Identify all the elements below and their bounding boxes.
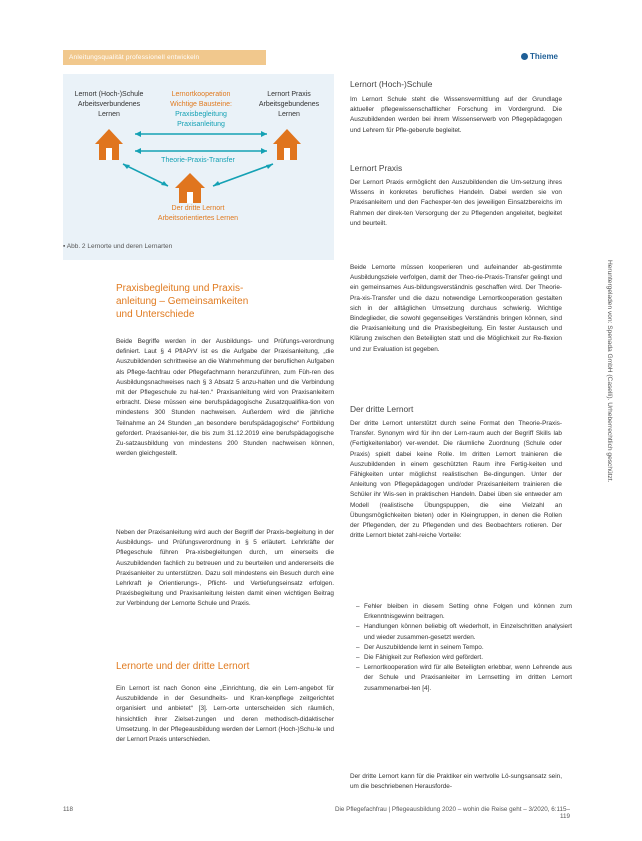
- house-icon-right: [273, 129, 301, 160]
- label-hochschule: Lernort (Hoch-)Schule Arbeitsverbundenes Lernen: [74, 91, 144, 118]
- journal-citation: Die Pflegefachfrau | Pflegeausbildung 2020 – wohin die Reise geht – 3/2020, 6:115–119: [334, 806, 570, 820]
- section-banner: Anleitungsqualität professionell entwickeln: [63, 50, 266, 65]
- label-lernortkooperation: [155, 90, 247, 130]
- paragraph-dritter-lernort: Der dritte Lernort unterstützt durch seine Format den Theorie-Praxis-Transfer. Synonym wird für ihn der Lern-raum auch der Begriff Skills lab (Fertigkeitenlabor) ver-wendet. Die räumliche Zuordnung (Schule oder Praxis) spielt dabei keine Rolle. Im dritten Lernort trainieren die Auszubildenden in einem geschützten Raum ihre Fertig-keiten und Fähigkeiten unter möglichst realistischen Be-dingungen. Unter der Anleitung von Pflegepädagogen und/oder Praxisanleitern trainieren die Schüler ihr Wis-sen in praktischen Handeln. Dabei üben sie entweder am Modell (realistische Übungspuppen, die eine Vielzahl an Übungsmöglichkeiten bieten) oder in Kleingruppen, in denen die Rollen der Pflegenden, der zu Pflegenden und des Beobachters rotieren. Der dritte Lernort bietet zahl-reiche Vorteile:: [350, 420, 562, 540]
- paragraph-praxis: Der Lernort Praxis ermöglicht den Auszubildenden die Um-setzung ihres Wissens in konkretes berufliches Handeln. Dabei werden sie von Praxisanleitern und den Fachexper-ten des jeweiligen Einsatzbereichs im Rahmen der direk-ten Versorgung der zu Pflegenden angeleitet, begleitet und beurteilt.: [350, 179, 562, 227]
- paragraph-kooperation: Beide Lernorte müssen kooperieren und aufeinander ab-gestimmte Ausbildungsziele verfolgen, damit der Theo-rie-Praxis-Transfer gelingt und ein gemeinsames Aus-bildungsverständnis geschaffen wird. Der Theorie-Pra-xis-Transfer und die dazu notwendige Lernortkooperation gestalten sich in der alltäglichen Umsetzung durchaus schwierig. Wichtige Bindeglieder, die sowohl gegenseitiges Verständnis bringen können, sind die Praxisanleitung und die Praxisbegleitung. Ein fester Austausch und Klärung zwischen den Beteiligten statt und die Möglichkeit zur Re-flexion und zur Evaluation ist gegeben.: [350, 264, 562, 353]
- list-item: – Handlungen können beliebig oft wiederholt, in Einzelschritten analysiert und wieder zusammen-gesetzt werden.: [364, 622, 572, 642]
- list-item: – Die Fähigkeit zur Reflexion wird gefördert.: [364, 653, 572, 663]
- download-notice-text: Heruntergeladen von: Spenada GmbH (Caselli). Urheberrechtlich geschützt.: [606, 260, 613, 483]
- paragraph-hochschule: Im Lernort Schule steht die Wissensvermittlung auf der Grundlage aktueller pflegewissenschaftlicher Forschung im Vordergrund. Die Auszubildenden werden bei ihrem Wissenserwerb von Pflegepädagogen und Lehrern für Pfle-geberufe begleitet.: [350, 96, 562, 134]
- download-notice: [601, 260, 615, 580]
- arrow-left-diag: [123, 164, 168, 186]
- label-line-1: Lernortkooperation: [171, 91, 231, 98]
- list-item: – Lernortkooperation wird für alle Beteiligten erlebbar, wenn Lehrende aus der Schule und Praxisanleiter im Lernsetting im dritten Lernort zusammenarbei-ten [4].: [364, 663, 572, 694]
- heading-praxisbegleitung: Praxisbegleitung und Praxis- anleitung – Gemeinsamkeiten und Unterschiede: [116, 283, 249, 320]
- label-transfer: Theorie-Praxis-Transfer: [161, 157, 235, 164]
- brand-name: Thieme: [530, 52, 559, 61]
- house-icon-bottom: [175, 173, 205, 203]
- label-line-b: Arbeitsorientiertes Lernen: [157, 215, 239, 222]
- label-dritter-lernort: [125, 204, 271, 224]
- heading-hochschule: Lernort (Hoch-)Schule: [350, 79, 433, 89]
- logo-mark-icon: [521, 53, 528, 60]
- label-line-2: Wichtige Bausteine:: [170, 101, 232, 108]
- page-number: 118: [63, 806, 74, 813]
- list-item: – Der Auszubildende lernt in seinem Tempo.: [364, 643, 572, 653]
- label-line-4: Praxisanleitung: [177, 121, 225, 128]
- paragraph-2: Neben der Praxisanleitung wird auch der Begriff der Praxis-begleitung in der Ausbildungs- und Prüfungsverordnung in § 5 erläutert. Lehrkräfte der Pflegeschule führen Pra-xisbegleitungen durch, um einerseits die Auszubildenden fachlich zu betreuen und zu beurteilen und andererseits die Praxisanleiter zu unterstützen. Dazu soll mindestens ein Besuch durch eine Lehrkraft je Orientierungs-, Pflicht- und Vertiefungseinsatz erfolgen. Praxisbegleitung und Praxisanleitung leisten damit einen wichtigen Beitrag zur Verbindung der Lernorte Schule und Praxis.: [116, 529, 334, 608]
- paragraph-closing: Der dritte Lernort kann für die Praktiker ein wertvolle Lö-sungsansatz sein, um die beschriebenen Herausforde-: [350, 773, 562, 791]
- advantages-list: [355, 602, 572, 694]
- figure-caption: ▪ Abb. 2 Lernorte und deren Lernarten: [63, 243, 173, 250]
- heading-lernorte: Lernorte und der dritte Lernort: [116, 661, 250, 672]
- heading-praxis: Lernort Praxis: [350, 163, 403, 173]
- list-item: – Fehler bleiben in diesem Setting ohne Folgen und können zum Erkenntnisgewinn beitragen.: [364, 602, 572, 622]
- figure-lernorte: [63, 74, 334, 260]
- paragraph-3: Ein Lernort ist nach Gonon eine „Einrichtung, die ein Lern-angebot für Auszubildende in der Gesundheits- und Kran-kenpflege zeitgerichtet organisiert und anbietet“ [3]. Lern-orte unterscheiden sich räumlich, hinsichtlich ihrer Zielset-zungen und deren methodisch-didaktischer Umsetzung. In der Pflegeausbildung werden der Lernort (Hoch-)Schu-le und der Lernort Praxis unterschieden.: [116, 685, 334, 744]
- paragraph-1: Beide Begriffe werden in der Ausbildungs- und Prüfungs-verordnung definiert. Laut § 4 PflAPrV ist es die Aufgabe der Praxisanleitung, „die Auszubildenden schrittweise an die Wahrnehmung der beruflichen Aufgaben als Pflege-fachfrau oder Pflegefachmann heranzuführen, zum Füh-ren des Ausbildungsnachweises nach § 3 Absatz 5 anzu-halten und die Verbindung mit der Pflegeschule zu hal-ten.“ Praxisanleitung wird von Praxisanleitern erbracht. Diese müssen eine berufspädagogische Zusatzqualifika-tion von mindestens 300 Stunden nachweisen. Außerdem wird die jährliche Teilnahme an 24 Stunden „an besondere berufspädagogische“ Fortbildung gefordert. Praxisanlei-ter, die bis zum 31.12.2019 eine berufspädagogische Zu-satzausbildung von mindestens 200 Stunden nachweisen können, werden gleichgestellt.: [116, 338, 334, 458]
- house-icon-left: [95, 129, 123, 160]
- label-praxis: Lernort Praxis Arbeitsgebundenes Lernen: [258, 91, 320, 118]
- label-line-3: Praxisbegleitung: [175, 111, 227, 118]
- publisher-logo: [521, 52, 558, 61]
- heading-dritter-lernort: Der dritte Lernort: [350, 404, 414, 414]
- arrow-right-diag: [213, 164, 273, 186]
- label-line-a: Der dritte Lernort: [171, 205, 225, 212]
